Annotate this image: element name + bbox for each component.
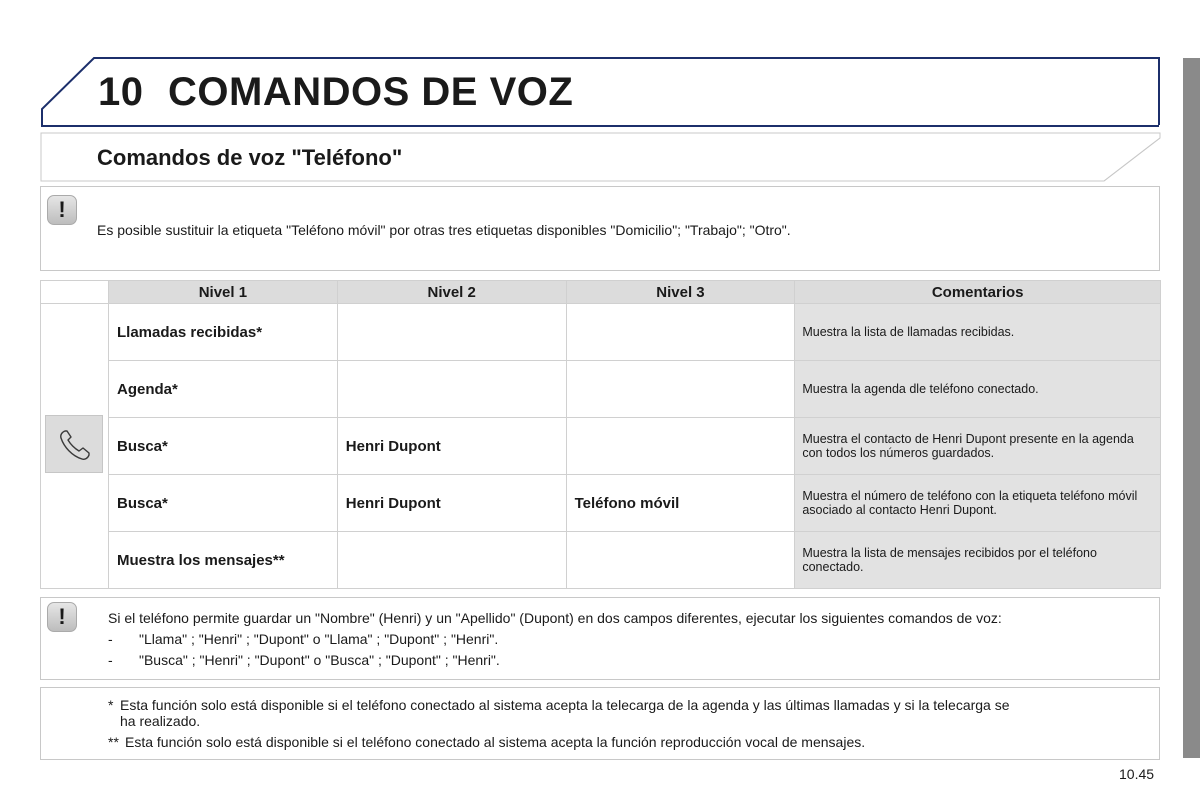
level2-cell (337, 304, 566, 361)
exclamation-icon: ! (47, 602, 77, 632)
level1-cell: Llamadas recibidas* (108, 304, 337, 361)
level1-cell: Agenda* (108, 361, 337, 418)
comment-cell: Muestra el contacto de Henri Dupont presente en la agenda con todos los números guardados. (795, 418, 1161, 475)
comment-cell: Muestra la lista de mensajes recibidos por el teléfono conectado. (795, 532, 1161, 589)
level1-cell: Muestra los mensajes** (108, 532, 337, 589)
level2-cell: Henri Dupont (337, 475, 566, 532)
comment-cell: Muestra el número de teléfono con la etiqueta teléfono móvil asociado al contacto Henri Dupont. (795, 475, 1161, 532)
level3-cell (566, 532, 795, 589)
note-bottom-dash: - (108, 652, 113, 668)
page-number: 10.45 (1119, 766, 1155, 782)
table-row (41, 475, 1161, 532)
comment-cell: Muestra la lista de llamadas recibidas. (795, 304, 1161, 361)
table-row (41, 361, 1161, 418)
table-header-cell: Comentarios (795, 281, 1161, 304)
level3-cell (566, 304, 795, 361)
note-bottom-intro: Si el teléfono permite guardar un "Nombre" (Henri) y un "Apellido" (Dupont) en dos campos diferentes, ejecutar los siguientes comandos de voz: (108, 610, 1002, 626)
level2-cell (337, 361, 566, 418)
phone-icon-cell (41, 304, 109, 589)
table-row (41, 532, 1161, 589)
table-header-blank (41, 281, 109, 304)
footnote-text: Esta función solo está disponible si el teléfono conectado al sistema acepta la telecarga de la agenda y las últimas llamadas y si la telecarga se (120, 697, 1010, 713)
note-bottom-dash: - (108, 631, 113, 647)
footnote-mark: * (108, 697, 114, 713)
chapter-edge-tab (1183, 58, 1200, 758)
level2-cell (337, 532, 566, 589)
table-row (41, 304, 1161, 361)
table-header-cell: Nivel 1 (108, 281, 337, 304)
comment-cell: Muestra la agenda dle teléfono conectado. (795, 361, 1161, 418)
exclamation-icon: ! (47, 195, 77, 225)
footnote-text: Esta función solo está disponible si el teléfono conectado al sistema acepta la función reproducción vocal de mensajes. (125, 734, 866, 750)
level3-cell: Teléfono móvil (566, 475, 795, 532)
table-header-cell: Nivel 3 (566, 281, 795, 304)
footnote-mark: ** (108, 734, 119, 750)
level3-cell (566, 418, 795, 475)
table-row (41, 418, 1161, 475)
level2-cell: Henri Dupont (337, 418, 566, 475)
section-title: Comandos de voz "Teléfono" (97, 145, 403, 170)
phone-icon (45, 415, 103, 473)
note-top-text: Es posible sustituir la etiqueta "Teléfono móvil" por otras tres etiquetas disponibles "Domicilio"; "Trabajo"; "Otro". (97, 222, 791, 238)
table-header-row (41, 281, 1161, 304)
chapter-title: COMANDOS DE VOZ (168, 70, 574, 114)
level3-cell (566, 361, 795, 418)
level1-cell: Busca* (108, 475, 337, 532)
footnote-text: ha realizado. (120, 713, 201, 729)
chapter-number: 10 (98, 70, 144, 114)
note-bottom-item: "Busca" ; "Henri" ; "Dupont" o "Busca" ; "Dupont" ; "Henri". (139, 652, 500, 668)
level1-cell: Busca* (108, 418, 337, 475)
voice-commands-table (40, 280, 1161, 589)
table-header-cell: Nivel 2 (337, 281, 566, 304)
note-bottom-item: "Llama" ; "Henri" ; "Dupont" o "Llama" ; "Dupont" ; "Henri". (139, 631, 499, 647)
